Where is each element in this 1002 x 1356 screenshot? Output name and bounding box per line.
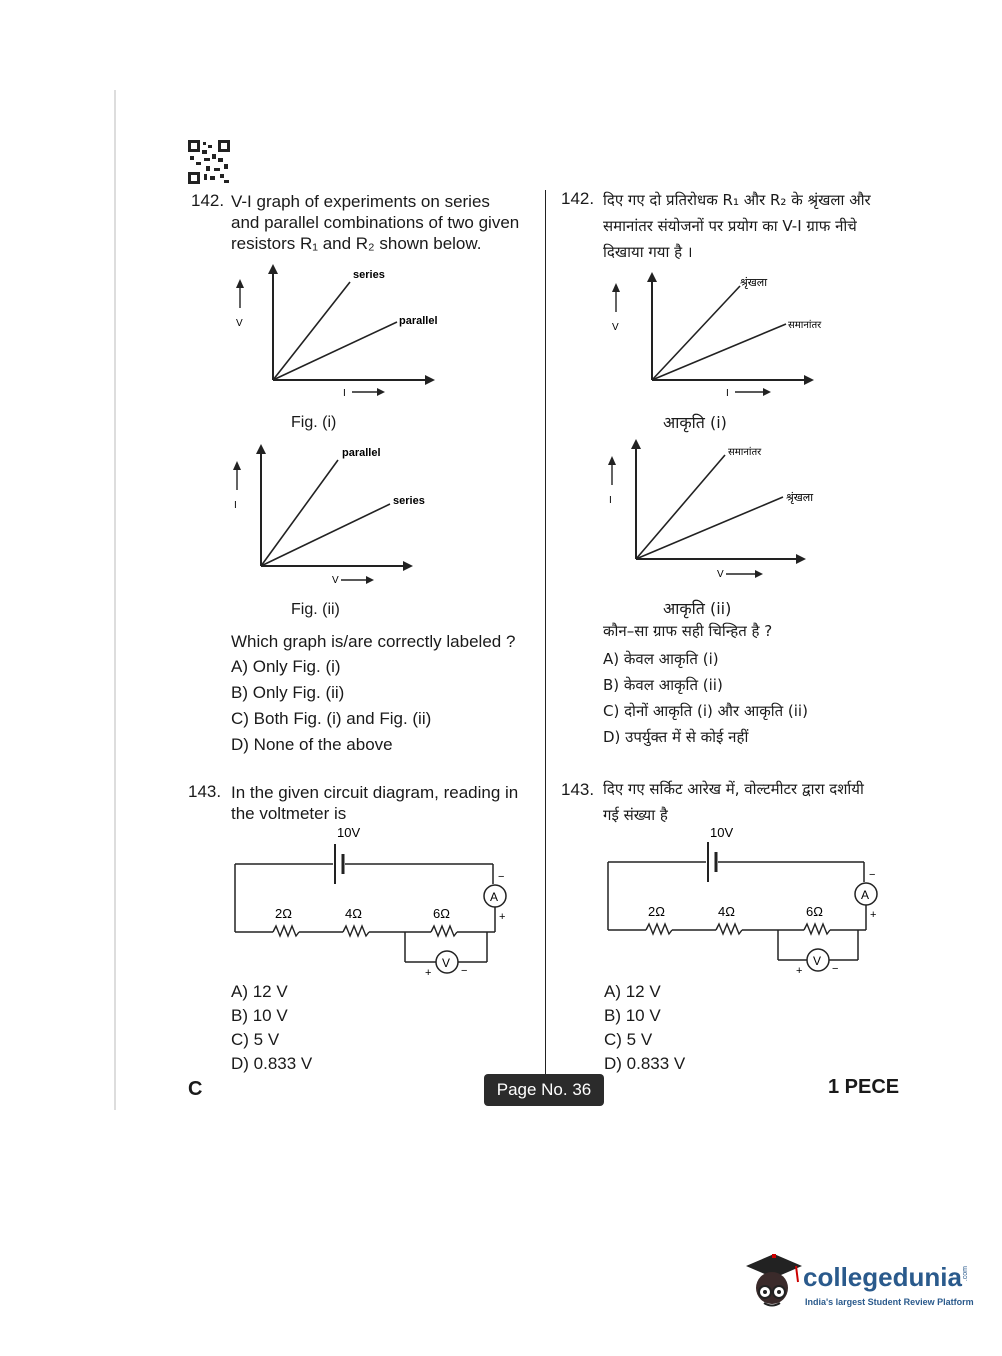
fig1-x-label: I: [343, 388, 346, 399]
q143-text-hi: [603, 776, 864, 828]
ammeter-label-en: A: [490, 890, 499, 904]
vi-graph-fig1-en: [225, 260, 465, 400]
q142-line2-hi: समानांतर संयोजनों पर प्रयोग का V-I ग्राफ नीचे: [603, 217, 857, 235]
fig1-series-line: [273, 282, 350, 380]
q143-text-en: [231, 782, 518, 824]
q143-option-c-hi[interactable]: C) 5 V: [604, 1030, 653, 1049]
fig1-y-label: V: [236, 318, 243, 329]
fig2-caption-en: Fig. (ii): [291, 601, 340, 618]
fig1-caption-en: Fig. (i): [291, 414, 337, 431]
q142-number-en: 142.: [191, 191, 225, 210]
booklet-code: C: [188, 1078, 203, 1100]
vi-graph-fig2-en: [225, 438, 465, 588]
q142-option-d-hi[interactable]: D) उपर्युक्त में से कोई नहीं: [603, 728, 749, 746]
q142-option-d-en[interactable]: D) None of the above: [231, 735, 393, 754]
q143-line2-en: the voltmeter is: [231, 804, 347, 823]
ammeter-plus-en: +: [499, 911, 506, 923]
q142-option-c-hi[interactable]: C) दोनों आकृति (i) और आकृति (ii): [603, 702, 808, 720]
ammeter-minus-en: −: [498, 871, 505, 883]
q142-question-en: Which graph is/are correctly labeled ?: [231, 632, 516, 651]
q143-number-hi: 143.: [561, 780, 595, 799]
fig1-parallel-line: [273, 322, 397, 380]
scan-edge: [114, 90, 116, 1110]
fig1-parallel-label: parallel: [399, 315, 438, 327]
r3-label-en: 6Ω: [433, 906, 450, 921]
fig1-parallel-line-hi: [652, 324, 786, 380]
fig2-parallel-label-hi: समानांतर: [728, 447, 762, 458]
page-number-badge: Page No. 36: [484, 1074, 604, 1106]
fig1-x-label-hi: I: [726, 388, 729, 399]
vi-graph-fig1-hi: [600, 268, 840, 403]
fig2-caption-hi: आकृति (ii): [663, 599, 732, 618]
ammeter-minus-hi: −: [869, 869, 876, 881]
q143-option-a-en[interactable]: A) 12 V: [231, 982, 288, 1001]
q142-option-c-en[interactable]: C) Both Fig. (i) and Fig. (ii): [231, 709, 432, 728]
fig1-series-line-hi: [652, 286, 740, 380]
voltmeter-minus-en: −: [461, 965, 468, 977]
fig2-series-label: series: [393, 495, 425, 507]
q143-options-en: [231, 980, 312, 1076]
q142-line3-en: resistors R₁ and R₂ shown below.: [231, 234, 482, 253]
q143-option-a-hi[interactable]: A) 12 V: [604, 982, 661, 1001]
collegedunia-tagline: India's largest Student Review Platform: [805, 1297, 974, 1307]
q143-option-c-en[interactable]: C) 5 V: [231, 1030, 280, 1049]
q143-options-hi: [604, 980, 685, 1076]
fig2-series-line: [261, 504, 390, 566]
voltmeter-plus-hi: +: [796, 965, 803, 977]
voltmeter-label-en: V: [442, 956, 451, 970]
q142-line1-en: V-I graph of experiments on series: [231, 192, 490, 211]
q143-number-en: 143.: [188, 782, 222, 801]
fig2-parallel-line-hi: [636, 455, 725, 559]
fig2-parallel-line: [261, 460, 338, 566]
resistor-6ohm-hi: [804, 924, 830, 934]
fig2-y-label: I: [234, 500, 237, 511]
column-divider: [545, 190, 546, 1080]
fig2-x-label: V: [332, 575, 339, 586]
resistor-4ohm-en: [343, 926, 369, 936]
resistor-4ohm-hi: [716, 924, 742, 934]
q142-line2-en: and parallel combinations of two given: [231, 213, 520, 232]
fig1-series-label: series: [353, 269, 385, 281]
fig1-y-label-hi: V: [612, 322, 619, 333]
q142-options-en: [231, 654, 431, 758]
r2-label-hi: 4Ω: [718, 904, 735, 919]
r1-label-hi: 2Ω: [648, 904, 665, 919]
q142-question-hi: कौन–सा ग्राफ सही चिन्हित है ?: [603, 622, 773, 640]
q142-option-a-hi[interactable]: A) केवल आकृति (i): [603, 650, 719, 668]
q143-line1-hi: दिए गए सर्किट आरेख में, वोल्टमीटर द्वारा दर्शायी: [603, 780, 864, 798]
voltmeter-plus-en: +: [425, 967, 432, 979]
collegedunia-com: .com: [962, 1266, 969, 1282]
resistor-2ohm-hi: [646, 924, 672, 934]
ammeter-label-hi: A: [861, 888, 870, 902]
qr-code: [188, 140, 230, 184]
fig2-parallel-label: parallel: [342, 447, 381, 459]
battery-label-en: 10V: [337, 825, 361, 840]
q142-option-b-en[interactable]: B) Only Fig. (ii): [231, 683, 345, 702]
fig2-y-label-hi: I: [609, 495, 612, 506]
circuit-diagram-en: [225, 822, 525, 982]
q143-line1-en: In the given circuit diagram, reading in: [231, 783, 519, 802]
fig1-caption-hi: आकृति (i): [663, 413, 727, 432]
r1-label-en: 2Ω: [275, 906, 292, 921]
q143-option-d-en[interactable]: D) 0.833 V: [231, 1054, 313, 1073]
q142-options-hi: [603, 646, 808, 750]
collegedunia-wordmark: collegedunia: [803, 1262, 962, 1292]
collegedunia-mascot-icon: [742, 1248, 804, 1310]
voltmeter-label-hi: V: [813, 954, 822, 968]
fig1-parallel-label-hi: समानांतर: [788, 320, 822, 331]
battery-label-hi: 10V: [710, 825, 734, 840]
q143-option-d-hi[interactable]: D) 0.833 V: [604, 1054, 686, 1073]
fig2-series-line-hi: [636, 497, 783, 559]
q143-option-b-hi[interactable]: B) 10 V: [604, 1006, 661, 1025]
ammeter-plus-hi: +: [870, 909, 877, 921]
circuit-diagram-hi: [598, 822, 898, 982]
q143-option-b-en[interactable]: B) 10 V: [231, 1006, 288, 1025]
voltmeter-minus-hi: −: [832, 963, 839, 975]
q142-option-b-hi[interactable]: B) केवल आकृति (ii): [603, 676, 723, 694]
fig2-series-label-hi: श्रृंखला: [786, 492, 814, 504]
fig1-series-label-hi: श्रृंखला: [740, 277, 768, 289]
paper-code: 1 PECE: [828, 1076, 900, 1098]
r3-label-hi: 6Ω: [806, 904, 823, 919]
fig2-x-label-hi: V: [717, 569, 724, 580]
q142-text-en: [231, 191, 519, 254]
resistor-2ohm-en: [273, 926, 299, 936]
q142-line3-hi: दिखाया गया है ।: [603, 243, 693, 261]
q142-number-hi: 142.: [561, 189, 595, 208]
q142-text-hi: [603, 187, 871, 265]
vi-graph-fig2-hi: [600, 435, 840, 585]
r2-label-en: 4Ω: [345, 906, 362, 921]
resistor-6ohm-en: [431, 926, 457, 936]
q143-line2-hi: गई संख्या है: [603, 806, 668, 824]
q142-line1-hi: दिए गए दो प्रतिरोधक R₁ और R₂ के श्रृंखला और: [603, 191, 871, 209]
q142-option-a-en[interactable]: A) Only Fig. (i): [231, 657, 341, 676]
